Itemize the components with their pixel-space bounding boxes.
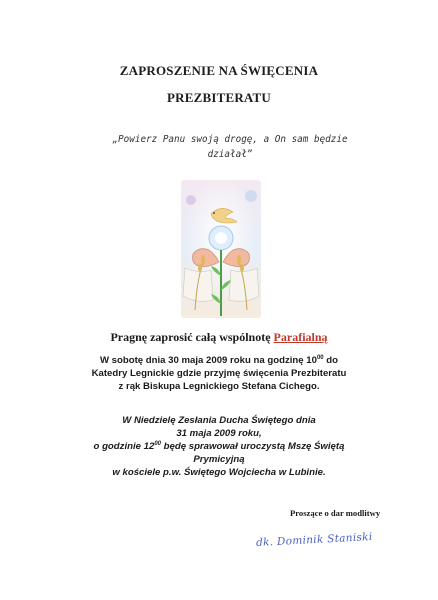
mass-line-2: 31 maja 2009 roku,	[176, 428, 262, 439]
quote-line-2: działał”	[207, 149, 253, 160]
mass-line-3	[0, 440, 438, 453]
mass-line-5: w kościele p.w. Świętego Wojciecha w Lubinie.	[112, 467, 326, 478]
invite-highlight: Parafialną	[273, 330, 328, 344]
mass-line-1: W Niedzielę Zesłania Ducha Świętego dnia	[122, 415, 316, 426]
chalice-hands-dove-icon	[181, 180, 261, 318]
ordination-date-text: W sobotę dnia 30 maja 2009 roku na godzinę 10	[99, 355, 317, 366]
ordination-line-1	[0, 354, 438, 367]
ordination-paragraph	[0, 354, 438, 393]
title-line-1: ZAPROSZENIE NA ŚWIĘCENIA	[119, 63, 319, 78]
ordination-hour-sup: 00	[316, 355, 324, 361]
quote-line-1: „Powierz Panu swoją drogę, a On sam będzie	[112, 134, 348, 145]
handwritten-signature: dk. Dominik Staniski	[255, 530, 373, 550]
first-mass-paragraph	[0, 414, 438, 479]
invite-prefix: Pragnę zaprosić całą wspólnotę	[110, 330, 274, 344]
scripture-quote	[110, 132, 350, 162]
mass-line-3-end: będę sprawował uroczystą Mszę Świętą	[161, 441, 345, 452]
title-line-2: PREZBITERATU	[166, 90, 271, 105]
mass-time-text: o godzinie 12	[93, 441, 155, 452]
mass-line-4: Prymicyjną	[193, 454, 245, 465]
mass-hour-sup: 00	[154, 441, 162, 447]
ordination-line-2: Katedry Legnickie gdzie przyjmę święcenia Prezbiteratu	[91, 368, 347, 379]
ordination-line-1-end: do	[323, 355, 339, 366]
closing-text: Proszące o dar modlitwy	[290, 508, 381, 518]
invitation-heading	[0, 330, 438, 345]
ordination-line-3: z rąk Biskupa Legnickiego Stefana Cichego.	[118, 381, 320, 392]
